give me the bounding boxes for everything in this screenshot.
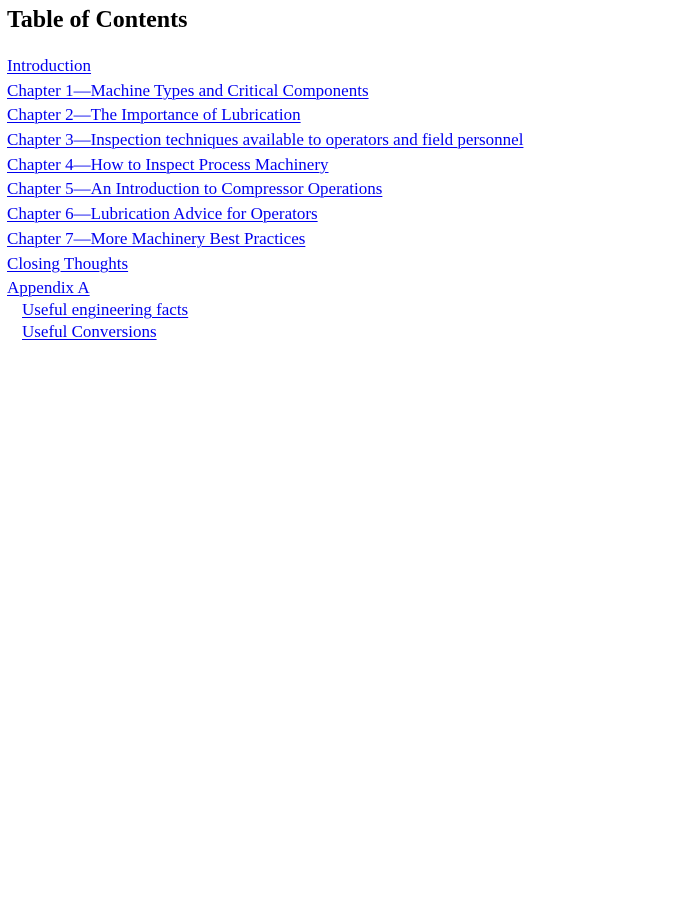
- appendix-sublist: [22, 299, 188, 343]
- toc-link-chapter-5[interactable]: Chapter 5—An Introduction to Compressor Operations: [7, 179, 383, 199]
- toc-item: [7, 54, 523, 79]
- toc-list: [7, 54, 523, 301]
- toc-subitem: [22, 299, 188, 321]
- toc-link-chapter-7[interactable]: Chapter 7—More Machinery Best Practices: [7, 228, 306, 248]
- page-title: Table of Contents: [7, 7, 188, 33]
- toc-link-chapter-1[interactable]: Chapter 1—Machine Types and Critical Components: [7, 80, 369, 100]
- toc-item: [7, 153, 523, 178]
- toc-link-useful-engineering-facts[interactable]: Useful engineering facts: [22, 300, 189, 319]
- toc-link-chapter-3[interactable]: Chapter 3—Inspection techniques available to operators and field personnel: [7, 130, 524, 150]
- toc-link-chapter-4[interactable]: Chapter 4—How to Inspect Process Machinery: [7, 154, 329, 174]
- toc-item: [7, 202, 523, 227]
- toc-item: [7, 79, 523, 104]
- toc-link-chapter-2[interactable]: Chapter 2—The Importance of Lubrication: [7, 105, 301, 125]
- toc-subitem: [22, 321, 188, 343]
- toc-link-closing-thoughts[interactable]: Closing Thoughts: [7, 253, 129, 273]
- toc-item: [7, 227, 523, 252]
- toc-item: [7, 128, 523, 153]
- toc-item: [7, 276, 523, 301]
- toc-link-appendix-a[interactable]: Appendix A: [7, 278, 90, 298]
- toc-link-introduction[interactable]: Introduction: [7, 56, 92, 75]
- toc-item: [7, 252, 523, 277]
- toc-item: [7, 177, 523, 202]
- toc-item: [7, 103, 523, 128]
- toc-link-chapter-6[interactable]: Chapter 6—Lubrication Advice for Operators: [7, 204, 318, 224]
- toc-link-useful-conversions[interactable]: Useful Conversions: [22, 322, 157, 341]
